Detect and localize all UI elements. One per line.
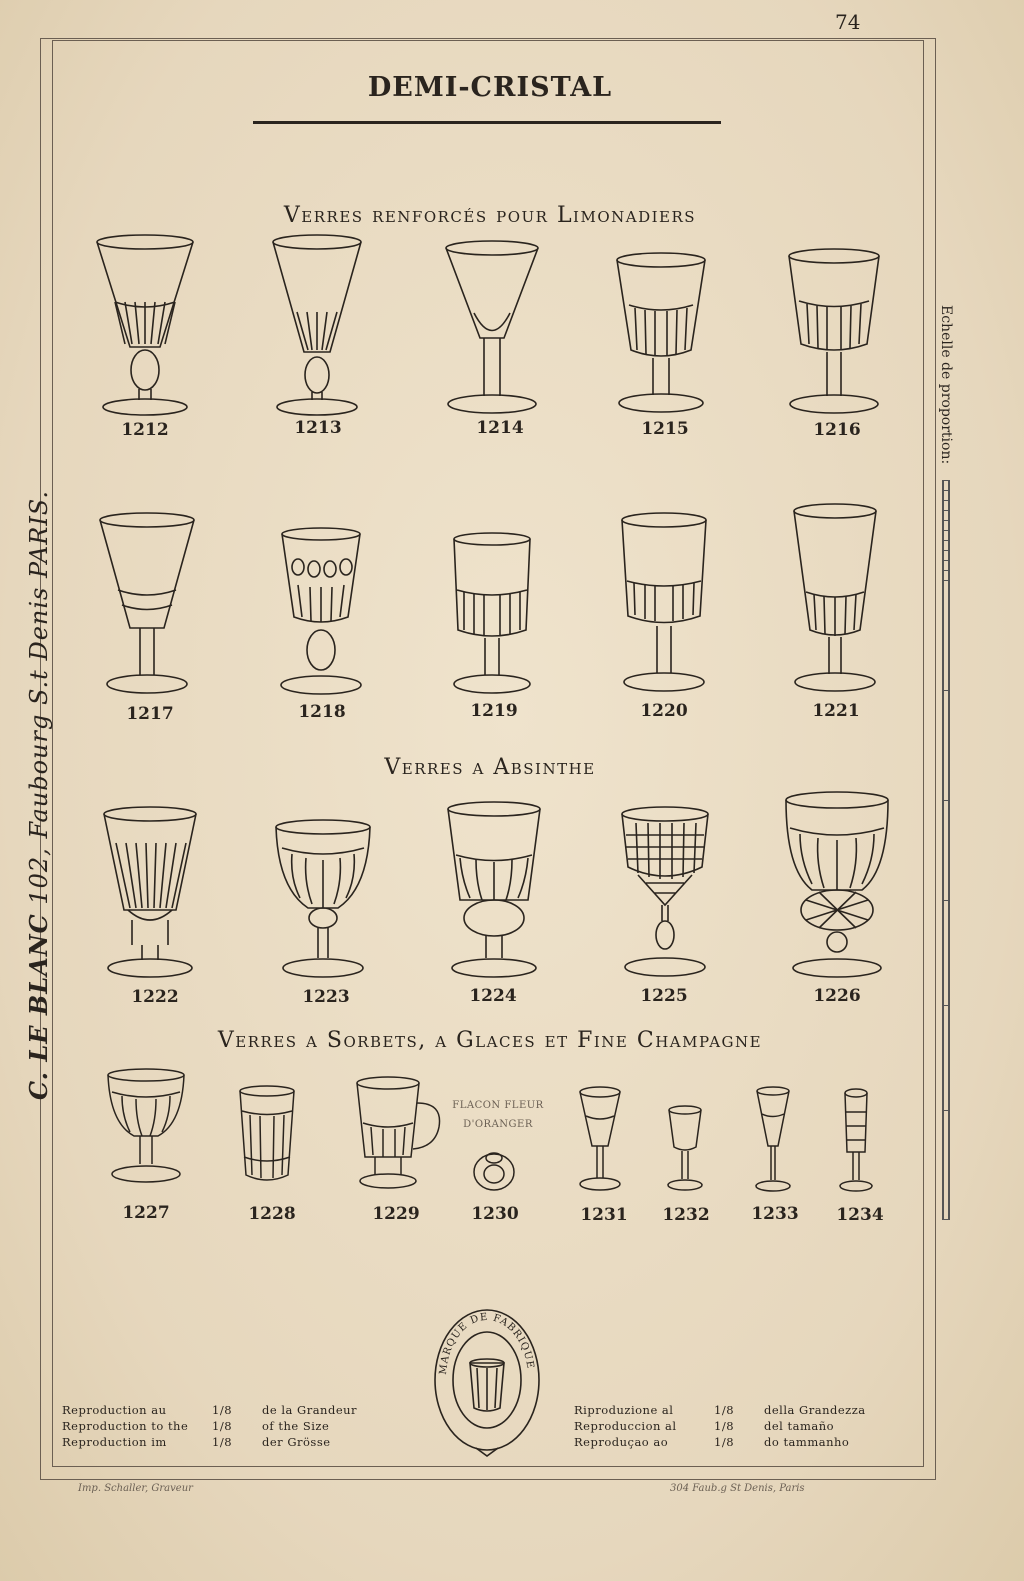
publisher-name: C. LE BLANC	[24, 913, 53, 1100]
glass-illustration-1224	[446, 800, 542, 980]
glass-illustration-1218	[280, 525, 362, 697]
glass-illustration-1213	[272, 232, 362, 417]
glass-illustration-1229	[355, 1075, 443, 1193]
repro-tail: of the Size	[262, 1419, 330, 1433]
item-number: 1214	[476, 418, 524, 438]
repro-fraction: 1/8	[212, 1419, 233, 1433]
item-number: 1215	[641, 419, 689, 439]
glass-illustration-1225	[620, 805, 710, 980]
repro-fraction: 1/8	[714, 1435, 735, 1449]
glass-illustration-1226	[784, 790, 890, 980]
reproduction-note-left	[62, 1402, 357, 1450]
item-number: 1230	[471, 1204, 519, 1224]
item-number: 1225	[640, 986, 688, 1006]
proportion-scale	[942, 480, 950, 1220]
trademark-emblem	[432, 1308, 542, 1462]
item-number: 1217	[126, 704, 174, 724]
repro-text: Reproduccion al	[574, 1419, 677, 1433]
item-number: 1226	[813, 986, 861, 1006]
repro-tail: de la Grandeur	[262, 1403, 358, 1417]
glass-illustration-1231	[578, 1086, 622, 1194]
item-number: 1212	[121, 420, 169, 440]
item-number: 1216	[813, 420, 861, 440]
publisher-sidebar	[24, 490, 53, 1100]
reproduction-note-right	[574, 1402, 866, 1450]
section-heading-absinthe: Verres a Absinthe	[384, 755, 596, 780]
item-number: 1231	[580, 1205, 628, 1225]
item-number: 1234	[836, 1205, 884, 1225]
trademark-text: MARQUE DE FABRIQUE	[437, 1311, 536, 1376]
glass-illustration-1223	[274, 818, 372, 980]
item-number: 1229	[372, 1204, 420, 1224]
repro-fraction: 1/8	[212, 1403, 233, 1417]
repro-text: Reproduction im	[62, 1435, 167, 1449]
repro-text: Reproduction au	[62, 1403, 167, 1417]
flacon-caption	[448, 1096, 548, 1134]
glass-illustration-1220	[620, 511, 708, 695]
title-underline	[253, 121, 721, 124]
glass-illustration-1227	[106, 1068, 186, 1188]
repro-tail: der Grösse	[262, 1435, 331, 1449]
glass-illustration-1232	[666, 1105, 704, 1195]
publisher-address: 102, Faubourg S.t Denis PARIS.	[25, 489, 53, 905]
flacon-caption-line-1: FLACON FLEUR	[452, 1100, 544, 1111]
svg-text:MARQUE DE FABRIQUE DÉPOSÉE	[432, 1308, 536, 1375]
item-number: 1228	[248, 1204, 296, 1224]
glass-illustration-1230	[470, 1146, 518, 1194]
glass-illustration-1234	[838, 1088, 874, 1194]
repro-fraction: 1/8	[212, 1435, 233, 1449]
footer-engraver: Imp. Schaller, Graveur	[78, 1483, 193, 1494]
glass-illustration-1221	[792, 502, 878, 694]
page-title: DEMI-CRISTAL	[367, 72, 613, 103]
page-number: 74	[835, 10, 861, 34]
glass-illustration-1228	[238, 1085, 296, 1190]
item-number: 1219	[470, 701, 518, 721]
glass-illustration-1217	[98, 510, 196, 698]
glass-illustration-1222	[102, 805, 198, 980]
glass-illustration-1233	[754, 1086, 792, 1194]
item-number: 1232	[662, 1205, 710, 1225]
item-number: 1220	[640, 701, 688, 721]
repro-text: Reproduçao ao	[574, 1435, 669, 1449]
repro-text: Riproduzione al	[574, 1403, 674, 1417]
scale-label: Echelle de proportion:	[938, 305, 954, 465]
item-number: 1223	[302, 987, 350, 1007]
repro-fraction: 1/8	[714, 1403, 735, 1417]
repro-tail: do tammanho	[764, 1435, 850, 1449]
item-number: 1221	[812, 701, 860, 721]
glass-illustration-1215	[615, 250, 707, 416]
item-number: 1227	[122, 1203, 170, 1223]
item-number: 1224	[469, 986, 517, 1006]
glass-illustration-1216	[787, 246, 881, 416]
item-number: 1218	[298, 702, 346, 722]
repro-tail: della Grandezza	[764, 1403, 866, 1417]
footer-address: 304 Faub.g St Denis, Paris	[670, 1483, 805, 1494]
repro-text: Reproduction to the	[62, 1419, 189, 1433]
item-number: 1213	[294, 418, 342, 438]
section-heading-limonadiers: Verres renforcés pour Limonadiers	[283, 203, 697, 228]
item-number: 1233	[751, 1204, 799, 1224]
repro-fraction: 1/8	[714, 1419, 735, 1433]
glass-illustration-1212	[95, 232, 195, 417]
glass-illustration-1219	[452, 530, 532, 696]
flacon-caption-line-2: D'ORANGER	[463, 1119, 533, 1130]
section-heading-sorbets: Verres a Sorbets, a Glaces et Fine Champagne	[217, 1028, 763, 1053]
repro-tail: del tamaño	[764, 1419, 835, 1433]
item-number: 1222	[131, 987, 179, 1007]
glass-illustration-1214	[444, 238, 540, 416]
